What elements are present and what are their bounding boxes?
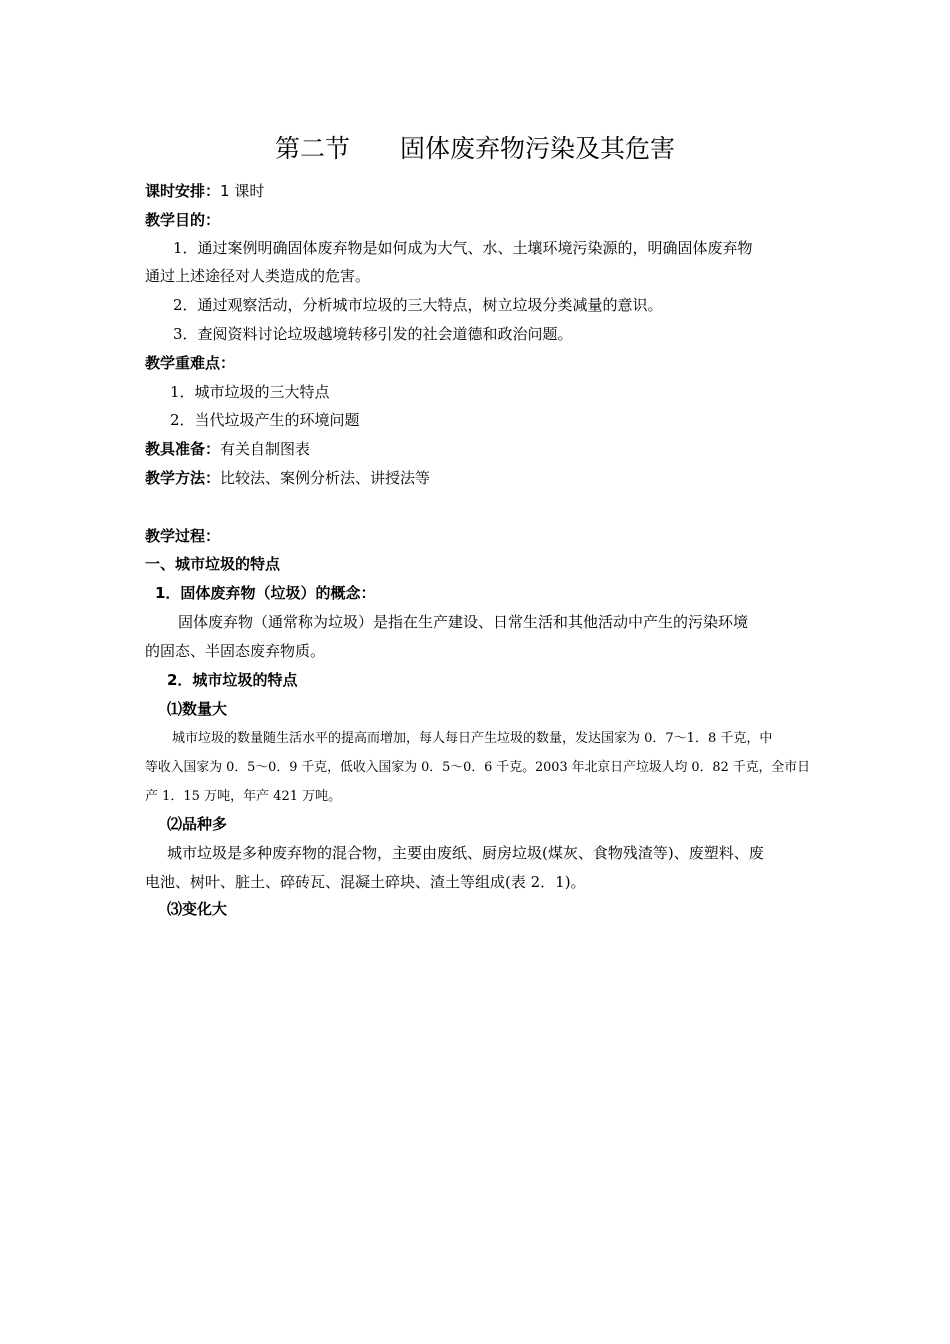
methods-line (145, 468, 430, 488)
objective-item-1-line-2: 通过上述途径对人类造成的危害。 (145, 267, 371, 285)
key-point-item-2: 2．当代垃圾产生的环境问题 (170, 411, 360, 429)
feature-1-line-1: 城市垃圾的数量随生活水平的提高而增加，每人每日产生垃圾的数量，发达国家为 0．7～1．8 千克，中 (172, 731, 773, 746)
objective-item-3: 3．查阅资料讨论垃圾越境转移引发的社会道德和政治问题。 (173, 325, 573, 343)
feature-1-line-2: 等收入国家为 0．5～0．9 千克，低收入国家为 0．5～0．6 千克。2003 年北京日产垃圾人均 0．82 千克，全市日 (145, 760, 810, 775)
methods-value: 比较法、案例分析法、讲授法等 (220, 469, 431, 487)
subsection-2-heading: 2．城市垃圾的特点 (167, 671, 298, 689)
feature-2-heading: ⑵品种多 (167, 815, 228, 833)
methods-label: 教学方法： (145, 469, 221, 487)
feature-2-line-1: 城市垃圾是多种废弃物的混合物，主要由废纸、厨房垃圾(煤灰、食物残渣等)、废塑料、废 (167, 844, 764, 862)
feature-2-line-2: 电池、树叶、脏土、碎砖瓦、混凝土碎块、渣土等组成(表 2．1)。 (145, 873, 586, 891)
subsection-1-line-1: 固体废弃物（通常称为垃圾）是指在生产建设、日常生活和其他活动中产生的污染环境 (178, 613, 749, 631)
schedule-label: 课时安排： (145, 182, 221, 200)
tools-line (145, 439, 310, 459)
subsection-1-heading: 1．固体废弃物（垃圾）的概念： (155, 584, 376, 602)
feature-1-heading: ⑴数量大 (167, 700, 228, 718)
objective-item-1-line-1: 1．通过案例明确固体废弃物是如何成为大气、水、土壤环境污染源的，明确固体废弃物 (173, 239, 753, 257)
tools-value: 有关自制图表 (220, 440, 311, 458)
page-title: 第二节 固体废弃物污染及其危害 (274, 134, 675, 163)
objective-item-2: 2．通过观察活动，分析城市垃圾的三大特点，树立垃圾分类减量的意识。 (173, 296, 663, 314)
feature-1-line-3: 产 1．15 万吨，年产 421 万吨。 (145, 789, 342, 804)
tools-label: 教具准备： (145, 440, 221, 458)
process-heading: 教学过程： (145, 527, 221, 545)
key-points-heading: 教学重难点： (145, 354, 236, 372)
feature-3-heading: ⑶变化大 (167, 900, 228, 918)
subsection-1-line-2: 的固态、半固态废弃物质。 (145, 642, 326, 660)
objectives-heading: 教学目的： (145, 211, 221, 229)
schedule-line (145, 181, 264, 201)
schedule-value: 1 课时 (220, 182, 265, 200)
key-point-item-1: 1．城市垃圾的三大特点 (170, 383, 330, 401)
section-1-heading: 一、城市垃圾的特点 (145, 555, 281, 573)
